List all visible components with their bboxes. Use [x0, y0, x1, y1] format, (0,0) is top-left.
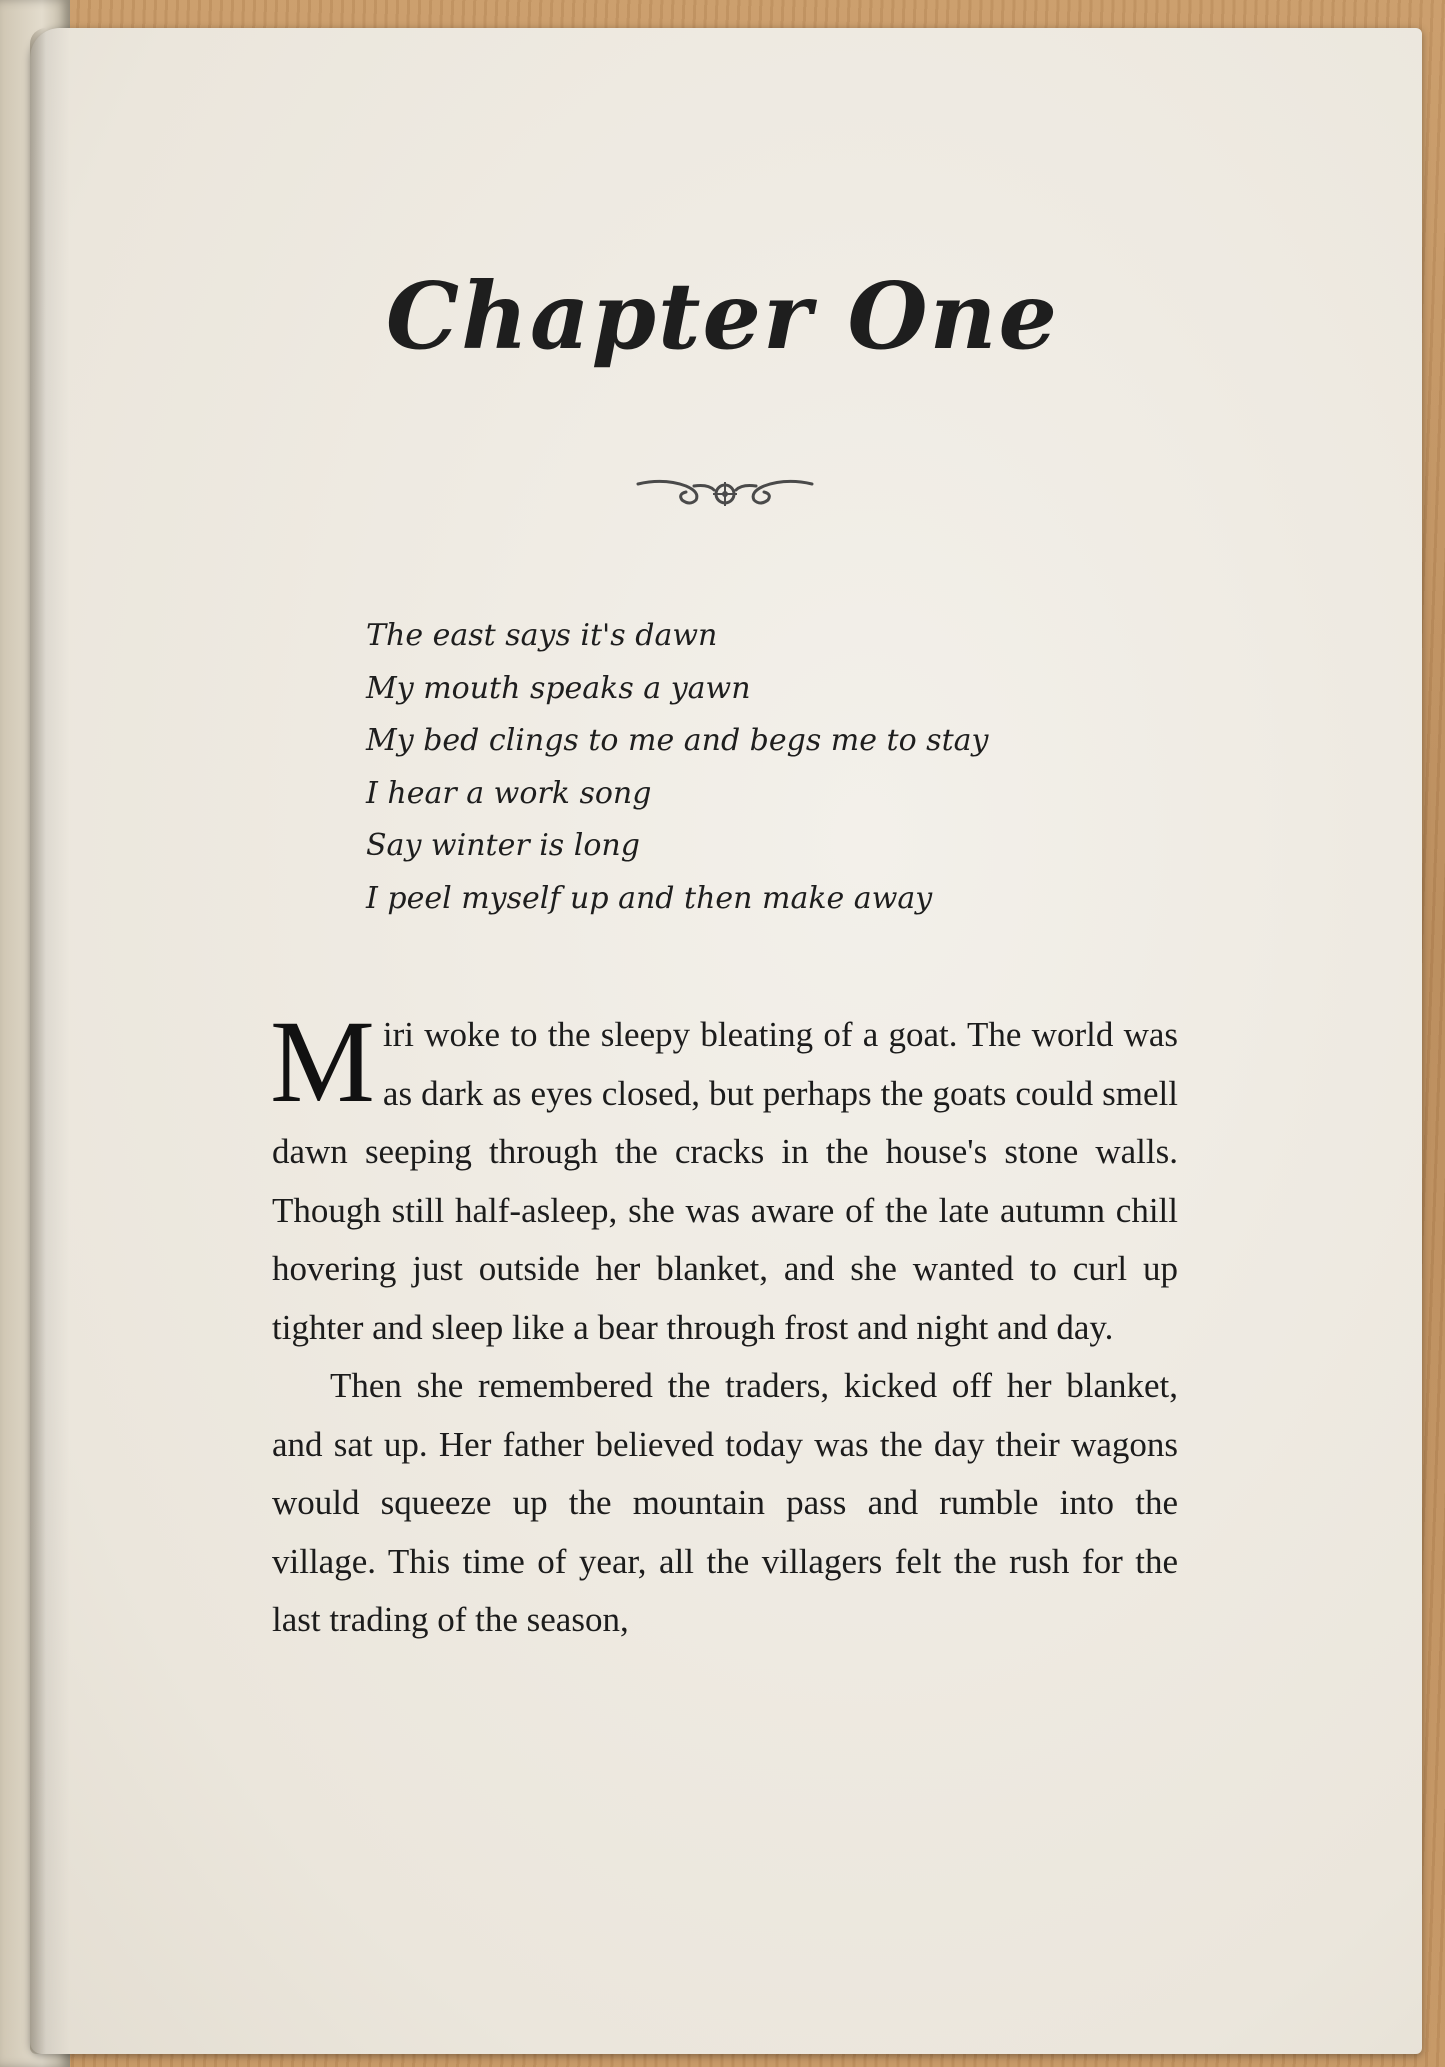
poem-line: My bed clings to me and begs me to stay [366, 723, 989, 758]
poem-line: Say winter is long [366, 828, 640, 863]
poem-line: I hear a work song [366, 775, 652, 811]
paragraph-1-text: iri woke to the sleepy bleating of a goat. The world was as dark as eyes closed, but perhaps the goats could smell dawn seeping through the cracks in the house's stone walls. Though still half-asleep, she was aware of the late autumn chill hovering just outside her blanket, and she wanted to curl up tighter and sleep like a bear through frost and night and day. [272, 1015, 1178, 1347]
epigraph-poem [366, 610, 1066, 925]
chapter-body [270, 996, 1178, 1650]
poem-line: I peel myself up and then make away [366, 880, 933, 916]
paragraph-1 [270, 996, 1178, 1357]
poem-line: My mouth speaks a yawn [366, 670, 751, 706]
decorative-ornament [634, 474, 816, 510]
drop-cap: M [270, 996, 375, 1127]
paragraph-2: Then she remembered the traders, kicked off her blanket, and sat up. Her father believed today was the day their wagons would squeeze up the mountain pass and rumble into the village. This time of year, all the villagers felt the rush for the last trading of the season, [272, 1366, 1178, 1639]
chapter-title: Chapter One [385, 262, 1060, 370]
poem-line: The east says it's dawn [366, 618, 718, 653]
